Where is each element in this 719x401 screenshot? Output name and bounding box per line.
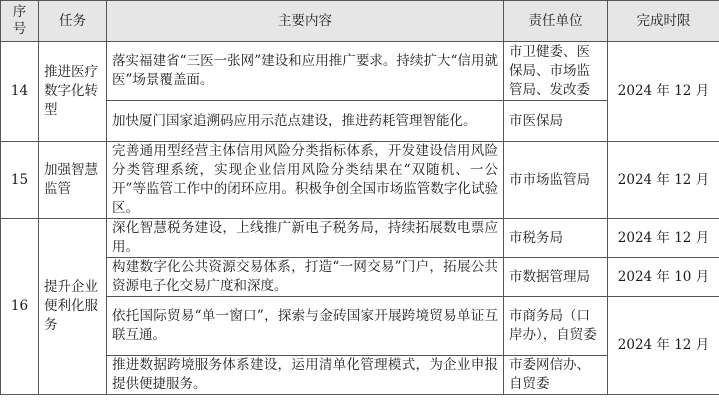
content-cell: 推进数据跨境服务体系建设，运用清单化管理模式，为企业申报提供便捷服务。	[107, 356, 504, 395]
table-row	[1, 297, 719, 356]
table-row	[1, 42, 719, 101]
content-cell: 构建数字化公共资源交易体系，打造“一网交易”门户，拓展公共资源电子化交易广度和深度。	[107, 258, 504, 297]
unit-cell: 市商务局（口岸办），自贸委	[504, 297, 608, 356]
deadline-cell: 2024 年 12 月	[608, 42, 719, 142]
content-cell: 加快厦门国家追溯码应用示范点建设，推进药耗管理智能化。	[107, 101, 504, 142]
unit-cell: 市医保局	[504, 101, 608, 142]
task-name: 推进医疗数字化转型	[39, 42, 107, 142]
deadline-cell: 2024 年 10 月	[608, 258, 719, 297]
header-deadline: 完成时限	[608, 1, 719, 42]
header-unit: 责任单位	[504, 1, 608, 42]
deadline-cell: 2024 年 12 月	[608, 142, 719, 219]
header-no	[1, 1, 39, 42]
unit-cell: 市数据管理局	[504, 258, 608, 297]
content-cell: 完善通用型经营主体信用风险分类指标体系，开发建设信用风险分类管理系统，实现企业信用风险分类结果在“双随机、一公开”等监管工作中的闭环应用。积极争创全国市场监管数字化试验区。	[107, 142, 504, 219]
unit-cell: 市卫健委、医保局、市场监管局、发改委	[504, 42, 608, 101]
deadline-cell: 2024 年 12 月	[608, 219, 719, 258]
header-task: 任务	[39, 1, 107, 42]
unit-cell: 市税务局	[504, 219, 608, 258]
row-number: 14	[1, 42, 39, 142]
content-cell: 深化智慧税务建设，上线推广新电子税务局，持续拓展数电票应用。	[107, 219, 504, 258]
row-number: 15	[1, 142, 39, 219]
task-name: 加强智慧监管	[39, 142, 107, 219]
header-no-text: 序 号	[12, 4, 27, 37]
task-name: 提升企业便利化服务	[39, 219, 107, 395]
unit-cell: 市市场监管局	[504, 142, 608, 219]
header-content: 主要内容	[107, 1, 504, 42]
content-cell: 落实福建省“三医一张网”建设和应用推广要求。持续扩大“信用就医”场景覆盖面。	[107, 42, 504, 101]
row-number: 16	[1, 219, 39, 395]
header-row	[1, 1, 719, 42]
table-row	[1, 219, 719, 258]
unit-cell: 市委网信办、自贸委	[504, 356, 608, 395]
table-row	[1, 258, 719, 297]
deadline-cell: 2024 年 12 月	[608, 297, 719, 395]
table-row	[1, 142, 719, 219]
content-cell: 依托国际贸易“单一窗口”，探索与金砖国家开展跨境贸易单证互联互通。	[107, 297, 504, 356]
